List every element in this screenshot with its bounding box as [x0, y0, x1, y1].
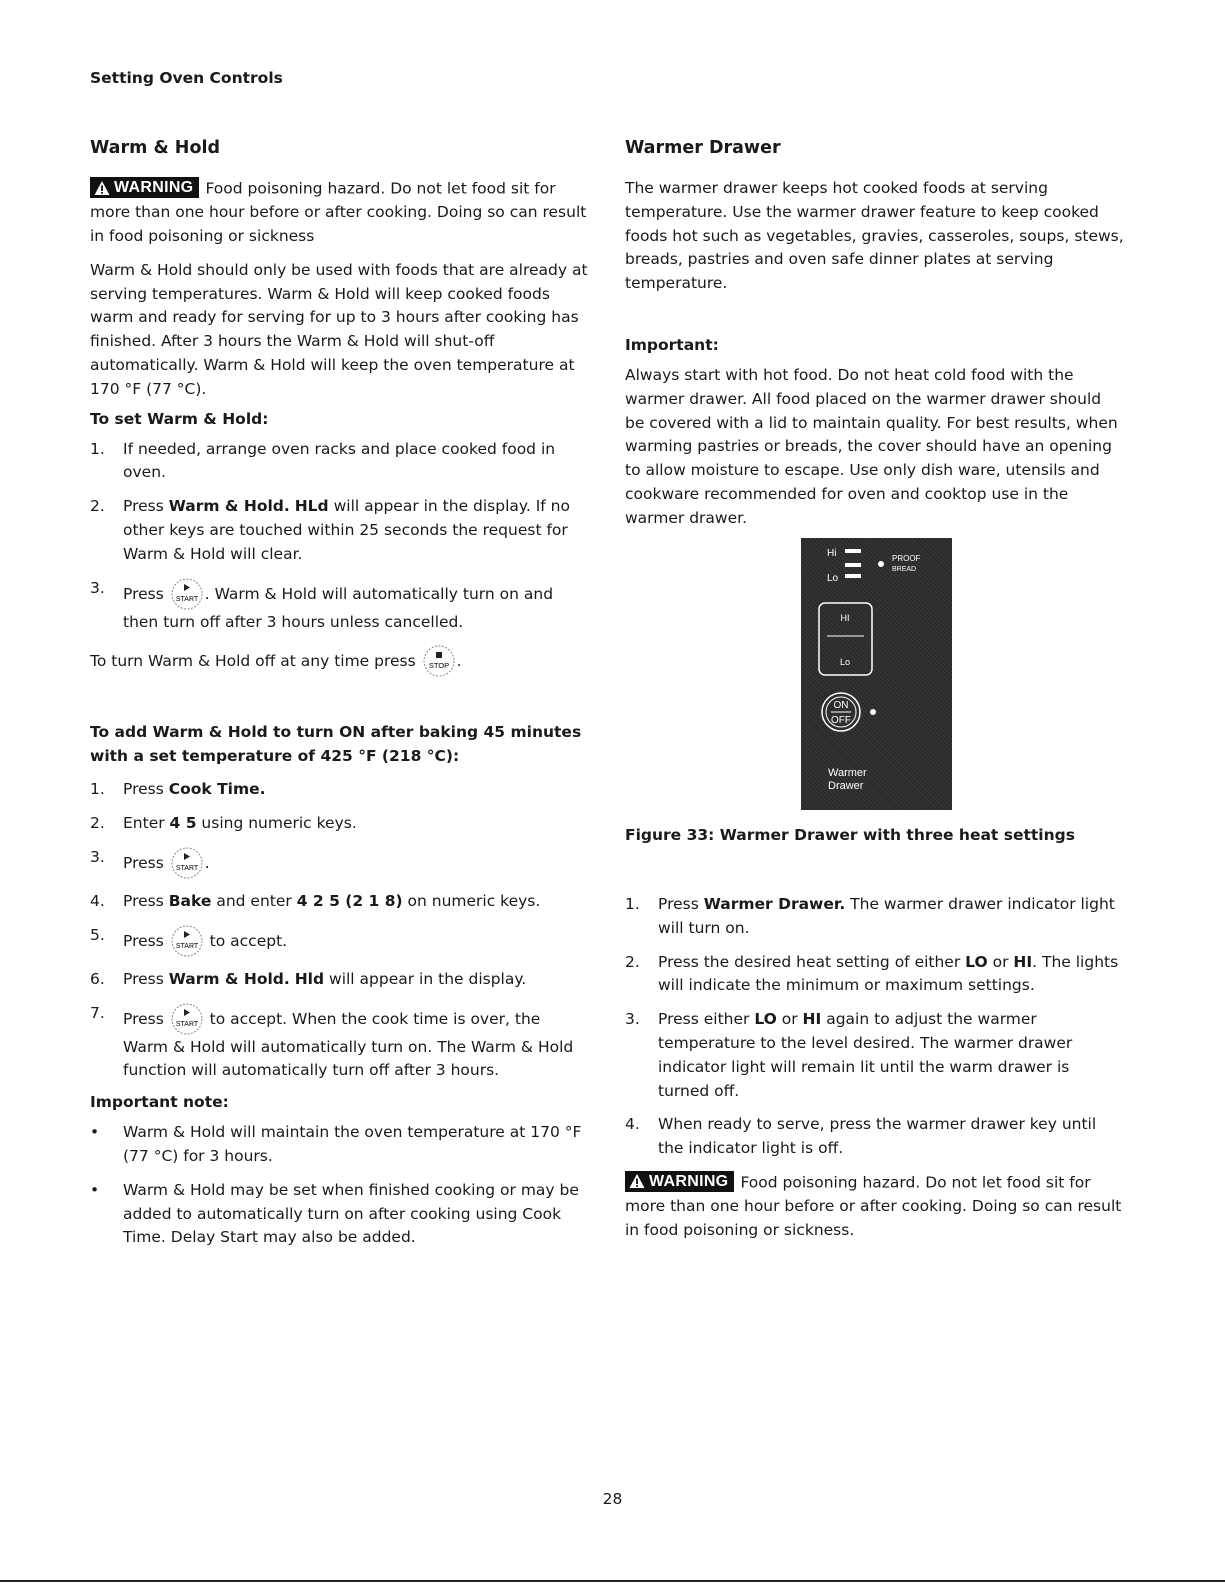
svg-text:START: START — [175, 595, 198, 603]
warm-hold-title: Warm & Hold — [90, 138, 220, 158]
list-item: 1. If needed, arrange oven racks and place cooked food in oven. — [90, 439, 556, 482]
svg-text:Lo: Lo — [827, 573, 839, 584]
warning-triangle-icon — [94, 180, 110, 196]
svg-text:Drawer: Drawer — [828, 780, 864, 792]
svg-text:START: START — [175, 865, 198, 873]
warmer-drawer-intro: The warmer drawer keeps hot cooked foods at serving temperature. Use the warmer drawer feature to keep cooked foods hot such as vegetables, gravies, casseroles, soups, stews, breads, pastries and oven safe dinner plates at serving temperature. — [625, 179, 1124, 293]
svg-text:HI: HI — [840, 613, 850, 623]
warmer-drawer-panel-graphic — [801, 538, 952, 810]
svg-text:ON: ON — [833, 700, 849, 711]
list-item: 3. Press either LO or HI again to adjust the warmer temperature to the level desired. The warmer drawer indicator light will remain lit until the warm drawer is turned off. — [625, 1010, 1073, 1100]
important-note-heading: Important note: — [90, 1093, 229, 1112]
turn-off-instruction: To turn Warm & Hold off at any time press STOP . — [90, 644, 590, 678]
add-warm-hold-steps — [90, 778, 590, 1083]
section-header: Setting Oven Controls — [90, 69, 283, 87]
list-item: 4. Press Bake and enter 4 2 5 (2 1 8) on numeric keys. — [90, 892, 541, 911]
set-warm-hold-heading: To set Warm & Hold: — [90, 409, 269, 428]
svg-text:BREAD: BREAD — [892, 566, 917, 573]
warning-badge: WARNING — [90, 177, 199, 198]
right-column — [625, 138, 1125, 531]
important-notes-list — [90, 1121, 590, 1250]
list-item: 1. Press Cook Time. — [90, 780, 266, 799]
warmer-drawer-steps — [625, 893, 1125, 1161]
list-item: 6. Press Warm & Hold. Hld will appear in the display. — [90, 969, 527, 988]
list-item: 7. Press START to accept. When the cook time is over, the Warm & Hold will automatically turn on. The Warm & Hold function will automatically turn off after 3 hours. — [90, 1003, 574, 1080]
list-item: • Warm & Hold will maintain the oven temperature at 170 °F (77 °C) for 3 hours. — [90, 1123, 582, 1166]
set-warm-hold-steps — [90, 438, 590, 635]
warning-triangle-icon — [629, 1173, 645, 1189]
list-item: 4. When ready to serve, press the warmer drawer key until the indicator light is off. — [625, 1115, 1097, 1158]
warm-hold-warning — [90, 177, 590, 249]
svg-text:Lo: Lo — [839, 657, 851, 667]
warmer-drawer-panel-image — [801, 538, 952, 810]
svg-text:Warmer: Warmer — [828, 767, 867, 779]
list-item: 2. Press the desired heat setting of either LO or HI. The lights will indicate the minimum or maximum settings. — [625, 952, 1119, 995]
stop-key-icon — [422, 644, 456, 678]
svg-text:OFF: OFF — [831, 715, 851, 726]
list-item: 1. Press Warmer Drawer. The warmer drawer indicator light will turn on. — [625, 895, 1115, 937]
warning-badge: WARNING — [625, 1171, 734, 1192]
important-heading: Important: — [625, 335, 719, 354]
add-warm-hold-heading: To add Warm & Hold to turn ON after baking 45 minutes with a set temperature of 425 °F (218 °C): — [90, 723, 582, 766]
warm-hold-intro: Warm & Hold should only be used with foods that are already at serving temperatures. Warm & Hold will keep cooked foods warm and ready for serving for up to 3 hours after cooking has finished. After 3 hours the Warm & Hold will shut-off automatically. Warm & Hold will keep the oven temperature at 170 °F (77 °C). — [90, 260, 588, 398]
svg-text:Hi: Hi — [827, 548, 837, 559]
start-key-icon — [170, 577, 204, 611]
warmer-drawer-steps-block — [625, 893, 1125, 1243]
svg-text:START: START — [175, 942, 198, 950]
list-item: 3. Press START . Warm & Hold will automatically turn on and then turn off after 3 hours unless cancelled. — [90, 578, 554, 631]
list-item: 2. Press Warm & Hold. HLd will appear in the display. If no other keys are touched within 25 seconds the request for Warm & Hold will clear. — [90, 497, 570, 563]
start-key-icon — [170, 846, 204, 880]
warmer-drawer-warning — [625, 1171, 1125, 1243]
warmer-drawer-title: Warmer Drawer — [625, 138, 781, 158]
warning-text: Food poisoning hazard. Do not let food sit for more than one hour before or after cooking. Doing so can result in food poisoning or sickness. — [625, 1173, 1122, 1240]
list-item: • Warm & Hold may be set when finished cooking or may be added to automatically turn on after cooking using Cook Time. Delay Start may also be added. — [90, 1180, 579, 1247]
svg-text:STOP: STOP — [428, 661, 449, 671]
start-key-icon — [170, 924, 204, 958]
start-key-icon — [170, 1002, 204, 1036]
list-item: 5. Press START to accept. — [90, 924, 590, 958]
left-column — [90, 138, 590, 1260]
svg-text:PROOF: PROOF — [892, 554, 921, 563]
svg-text:START: START — [175, 1020, 198, 1028]
figure-caption: Figure 33: Warmer Drawer with three heat settings — [625, 826, 1075, 844]
bottom-rule — [0, 1580, 1225, 1582]
page-number: 28 — [602, 1490, 623, 1508]
list-item: 2. Enter 4 5 using numeric keys. — [90, 814, 357, 833]
important-text: Always start with hot food. Do not heat cold food with the warmer drawer. All food placed on the warmer drawer should be covered with a lid to maintain quality. For best results, when warming pastries or breads, the cover should have an opening to allow moisture to escape. Use only dish ware, utensils and cookware recommended for oven and cooktop use in the warmer drawer. — [625, 365, 1118, 527]
warning-text: Food poisoning hazard. Do not let food sit for more than one hour before or after cooking. Doing so can result in food poisoning or sickness — [90, 179, 587, 246]
list-item: 3. Press START . — [90, 846, 590, 880]
